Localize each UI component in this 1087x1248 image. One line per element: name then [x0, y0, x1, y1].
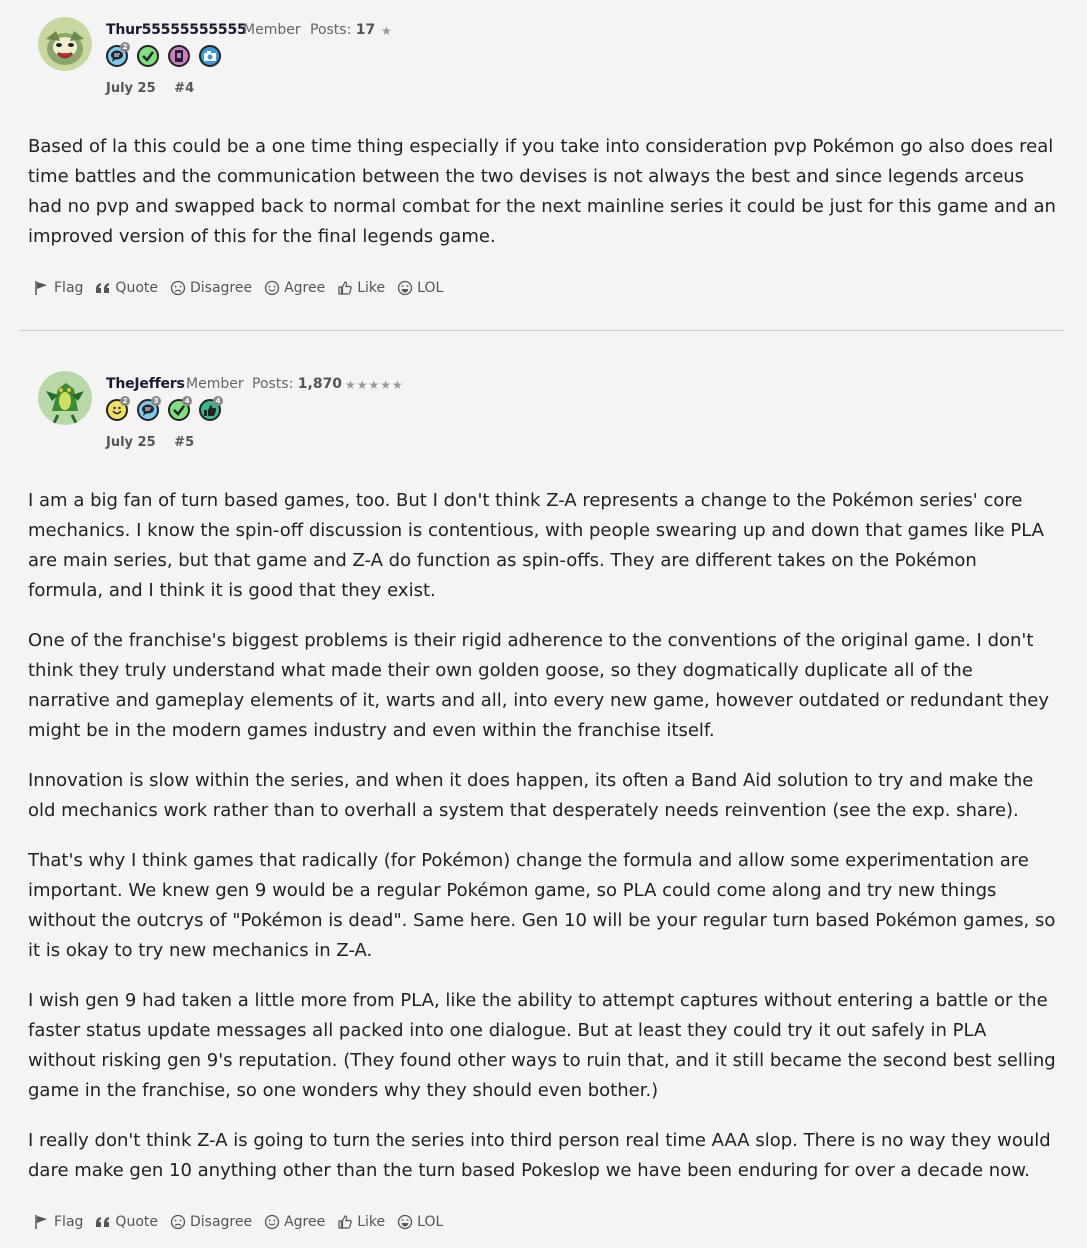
flag-label: Flag	[54, 1214, 84, 1230]
thumbs-up-icon	[337, 280, 353, 296]
badge-count: 2	[120, 42, 130, 52]
frown-icon	[170, 280, 186, 296]
speech-bubble-icon[interactable]	[106, 45, 128, 67]
post-meta	[106, 81, 194, 96]
quote-icon	[95, 1214, 111, 1230]
trophy-badges	[106, 45, 221, 67]
user-post-count	[252, 376, 342, 392]
avatar[interactable]	[38, 371, 92, 425]
trophy-badges	[106, 399, 221, 421]
disagree-label: Disagree	[189, 280, 253, 296]
flag-button[interactable]	[34, 1214, 83, 1230]
post-paragraph: One of the franchise's biggest problems is their rigid adherence to the conventions of the original game. I don't think they truly understand what made their own golden goose, so they dogmatically duplicate all of the narrative and gameplay elements of it, warts and all, into every new game, however outdated or redundant they might be in the modern games industry and even within the franchise itself.	[28, 630, 1049, 741]
badge-count: 3	[151, 396, 161, 406]
thumbs-up-icon	[337, 1214, 353, 1230]
lol-button[interactable]	[397, 1214, 443, 1230]
quote-label: Quote	[115, 1214, 158, 1230]
agree-button[interactable]	[264, 280, 325, 296]
laugh-icon	[397, 280, 413, 296]
posts-count: 17	[355, 22, 376, 38]
flag-icon	[34, 1214, 50, 1230]
post-date[interactable]: July 25	[106, 435, 156, 450]
post-5	[0, 330, 1087, 1248]
checkmark-icon[interactable]	[137, 45, 159, 67]
camera-icon[interactable]	[199, 45, 221, 67]
book-icon[interactable]	[168, 45, 190, 67]
disagree-button[interactable]	[170, 1214, 252, 1230]
badge-count: 2	[120, 396, 130, 406]
quote-label: Quote	[115, 280, 158, 296]
post-paragraph: I wish gen 9 had taken a little more from PLA, like the ability to attempt captures without entering a battle or the faster status update messages all packed into one dialogue. But at least they could try it out safely in PLA without risking gen 9's reputation. (They found other ways to ruin that, and it still became the second best selling game in the franchise, so one wonders why they should even bother.)	[28, 990, 1056, 1101]
post-meta	[106, 435, 194, 450]
lol-label: LOL	[417, 1214, 444, 1230]
post-paragraph: I really don't think Z-A is going to turn the series into third person real time AAA slop. There is no way they would dare make gen 10 anything other than the turn based Pokeslop we have been enduring for over a decade now.	[28, 1130, 1051, 1181]
frown-icon	[170, 1214, 186, 1230]
post-paragraph: Based of la this could be a one time thing especially if you take into consideration pvp Pokémon go also does real time battles and the communication between the two devises is not always the best and since legends arceus had no pvp and swapped back to normal combat for the next mainline series it could be just for this game and an improved version of this for the final legends game.	[28, 136, 1056, 247]
smile-icon	[264, 280, 280, 296]
post-body	[28, 132, 1057, 272]
post-actions	[34, 280, 443, 296]
post-date[interactable]: July 25	[106, 81, 156, 96]
user-role: Member	[186, 376, 244, 392]
post-paragraph: I am a big fan of turn based games, too. But I don't think Z-A represents a change to the Pokémon series' core mechanics. I know the spin-off discussion is contentious, with people swearing up and down that games like PLA are main series, but that game and Z-A do function as spin-offs. They are different takes on the Pokémon formula, and I think it is good that they exist.	[28, 490, 1044, 601]
username[interactable]: TheJeffers	[106, 376, 185, 392]
user-role: Member	[243, 22, 301, 38]
speech-bubble-icon[interactable]	[137, 399, 159, 421]
like-button[interactable]	[337, 280, 385, 296]
disagree-button[interactable]	[170, 280, 252, 296]
post-4	[0, 0, 1087, 330]
post-number[interactable]: #5	[174, 435, 195, 450]
smile-icon	[264, 1214, 280, 1230]
post-paragraph: Innovation is slow within the series, and when it does happen, its often a Band Aid solution to try and make the old mechanics work rather than to overhall a system that desperately needs reinvention (see the exp. share).	[28, 770, 1034, 821]
agree-label: Agree	[284, 1214, 326, 1230]
posts-label: Posts:	[310, 22, 352, 38]
lol-button[interactable]	[397, 280, 443, 296]
post-number[interactable]: #4	[174, 81, 195, 96]
post-paragraph: That's why I think games that radically (for Pokémon) change the formula and allow some experimentation are important. We knew gen 9 would be a regular Pokémon game, so PLA could come along and try new things without the outcrys of "Pokémon is dead". Same here. Gen 10 will be your regular turn based Pokémon games, so it is okay to try new mechanics in Z-A.	[28, 850, 1056, 961]
lol-label: LOL	[417, 280, 444, 296]
thumbs-up-icon[interactable]	[199, 399, 221, 421]
flag-button[interactable]	[34, 280, 83, 296]
user-stars: ★	[381, 24, 393, 38]
posts-count: 1,870	[297, 376, 343, 392]
username[interactable]: Thur55555555555	[106, 22, 247, 38]
checkmark-icon[interactable]	[168, 399, 190, 421]
laugh-icon	[397, 1214, 413, 1230]
posts-label: Posts:	[252, 376, 294, 392]
post-actions	[34, 1214, 443, 1230]
user-stars: ★★★★★	[345, 378, 404, 392]
agree-label: Agree	[284, 280, 326, 296]
flag-label: Flag	[54, 280, 84, 296]
quote-button[interactable]	[95, 280, 158, 296]
user-post-count	[310, 22, 375, 38]
post-body	[28, 486, 1057, 1206]
quote-icon	[95, 280, 111, 296]
like-label: Like	[357, 1214, 386, 1230]
badge-count: 4	[213, 396, 223, 406]
flag-icon	[34, 280, 50, 296]
like-button[interactable]	[337, 1214, 385, 1230]
badge-count: 4	[182, 396, 192, 406]
agree-button[interactable]	[264, 1214, 325, 1230]
smiley-icon[interactable]	[106, 399, 128, 421]
disagree-label: Disagree	[189, 1214, 253, 1230]
avatar[interactable]	[38, 17, 92, 71]
quote-button[interactable]	[95, 1214, 158, 1230]
like-label: Like	[357, 280, 386, 296]
